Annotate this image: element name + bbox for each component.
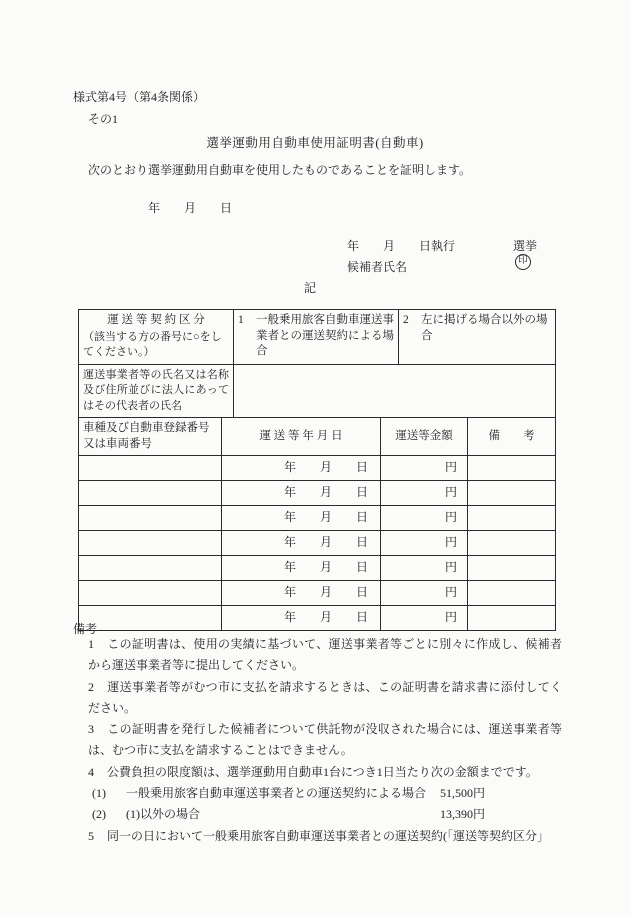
contract-category-title: 運 送 等 契 約 区 分: [107, 314, 205, 326]
transport-records-table: [78, 417, 556, 631]
date-field: 年 月 日: [222, 456, 381, 481]
vehicle-field: [79, 456, 222, 481]
note-item-4: [88, 762, 562, 783]
vehicle-field: [79, 556, 222, 581]
contract-category-row: [79, 310, 556, 365]
note-sub-item-1: [88, 783, 562, 804]
vehicle-field: [79, 506, 222, 531]
note-item-3: [88, 719, 562, 762]
date-field: 年 月 日: [222, 581, 381, 606]
vehicle-column-header: 車種及び自動車登録番号又は車両番号: [79, 418, 222, 456]
amount-field: 円: [381, 506, 468, 531]
document-title: 選挙運動用自動車使用証明書(自動車): [206, 136, 424, 150]
table-row: [79, 481, 556, 506]
note-sub-text: (1)以外の場合: [126, 807, 200, 822]
operator-name-field: [234, 364, 556, 418]
note-number: 3: [88, 722, 94, 737]
amount-field: 円: [381, 556, 468, 581]
note-number: 1: [88, 637, 94, 651]
note-text: 同一の日において一般乗用旅客自動車運送事業者との運送契約(「運送等契約区分」: [107, 828, 549, 843]
table-row: [79, 506, 556, 531]
candidate-name-label: 候補者氏名: [347, 260, 408, 274]
limit-amount-taxi: 51,500円: [440, 786, 486, 801]
form-sub-number: その1: [88, 112, 119, 126]
remarks-field: [468, 456, 556, 481]
note-item-2: [88, 677, 562, 720]
note-item-5: [88, 826, 562, 847]
date-field: 年 月 日: [222, 531, 381, 556]
remarks-field: [468, 531, 556, 556]
amount-field: 円: [381, 606, 468, 631]
note-sub-item-2: [88, 804, 562, 825]
note-text: 運送事業者等がむつ市に支払を請求するときは、この証明書を請求書に添付してください。: [88, 679, 562, 715]
remarks-field: [468, 506, 556, 531]
operator-name-label: 運送事業者等の氏名又は名称及び住所並びに法人にあってはその代表者の氏名: [79, 364, 234, 418]
form-number: 様式第4号（第4条関係）: [73, 90, 206, 104]
date-field: 年 月 日: [222, 606, 381, 631]
vehicle-field: [79, 531, 222, 556]
declaration-text: 次のとおり選挙運動用自動車を使用したものであることを証明します。: [88, 163, 472, 177]
seal-mark-icon: 印: [515, 254, 531, 270]
contract-category-note: （該当する方の番号に○をしてください。）: [83, 330, 222, 358]
note-number: 2: [88, 679, 94, 694]
table-row: [79, 556, 556, 581]
contract-option-1-text: 一般乗用旅客自動車運送事業者との運送契約による場合: [256, 314, 394, 357]
note-text: 公費負担の限度額は、選挙運動用自動車1台につき1日当たり次の金額までです。: [107, 764, 538, 779]
date-field: 年 月 日: [222, 506, 381, 531]
issue-date-line: 年 月 日: [148, 201, 233, 215]
vehicle-field: [79, 606, 222, 631]
records-header-row: [79, 418, 556, 456]
ki-separator: 記: [304, 281, 317, 295]
notes-list: [88, 634, 562, 847]
remarks-field: [468, 606, 556, 631]
date-column-header: 運 送 等 年 月 日: [222, 418, 381, 456]
table-row: [79, 456, 556, 481]
note-sub-number: (2): [92, 807, 106, 822]
vehicle-field: [79, 581, 222, 606]
note-text: この証明書は、使用の実績に基づいて、運送事業者等ごとに別々に作成し、候補者から運送事業者等に提出してください。: [88, 637, 562, 673]
date-field: 年 月 日: [222, 481, 381, 506]
amount-field: 円: [381, 531, 468, 556]
remarks-field: [468, 556, 556, 581]
table-row: [79, 531, 556, 556]
contract-option-2-cell: [399, 310, 556, 365]
note-text: この証明書を発行した候補者について供託物が没収された場合には、運送事業者等は、むつ市に支払を請求することはできません。: [88, 722, 562, 758]
amount-field: 円: [381, 481, 468, 506]
remarks-column-header: 備 考: [468, 418, 556, 456]
note-number: 5: [88, 828, 94, 843]
vehicle-field: [79, 481, 222, 506]
election-execution-line: [347, 237, 577, 254]
date-field: 年 月 日: [222, 556, 381, 581]
note-sub-number: (1): [92, 786, 106, 801]
operator-row: [79, 364, 556, 418]
contract-option-1-cell: [234, 310, 399, 365]
remarks-field: [468, 481, 556, 506]
limit-amount-other: 13,390円: [440, 807, 486, 822]
contract-section: [78, 309, 556, 418]
notes-heading: 備考: [73, 622, 98, 636]
execution-date-text: 年 月 日執行: [347, 239, 456, 253]
amount-column-header: 運送等金額: [381, 418, 468, 456]
note-item-1: [88, 634, 562, 677]
note-number: 4: [88, 764, 94, 779]
certificate-table: [78, 309, 555, 631]
contract-option-1-number: 1: [238, 314, 244, 326]
amount-field: 円: [381, 581, 468, 606]
contract-option-2-text: 左に掲げる場合以外の場合: [421, 314, 548, 342]
amount-field: 円: [381, 456, 468, 481]
contract-option-2-number: 2: [403, 314, 409, 326]
election-word: 選挙: [513, 239, 538, 253]
note-sub-text: 一般乗用旅客自動車運送事業者との運送契約による場合: [126, 786, 427, 801]
remarks-field: [468, 581, 556, 606]
table-row: [79, 606, 556, 631]
contract-category-header-cell: [79, 310, 234, 365]
table-row: [79, 581, 556, 606]
